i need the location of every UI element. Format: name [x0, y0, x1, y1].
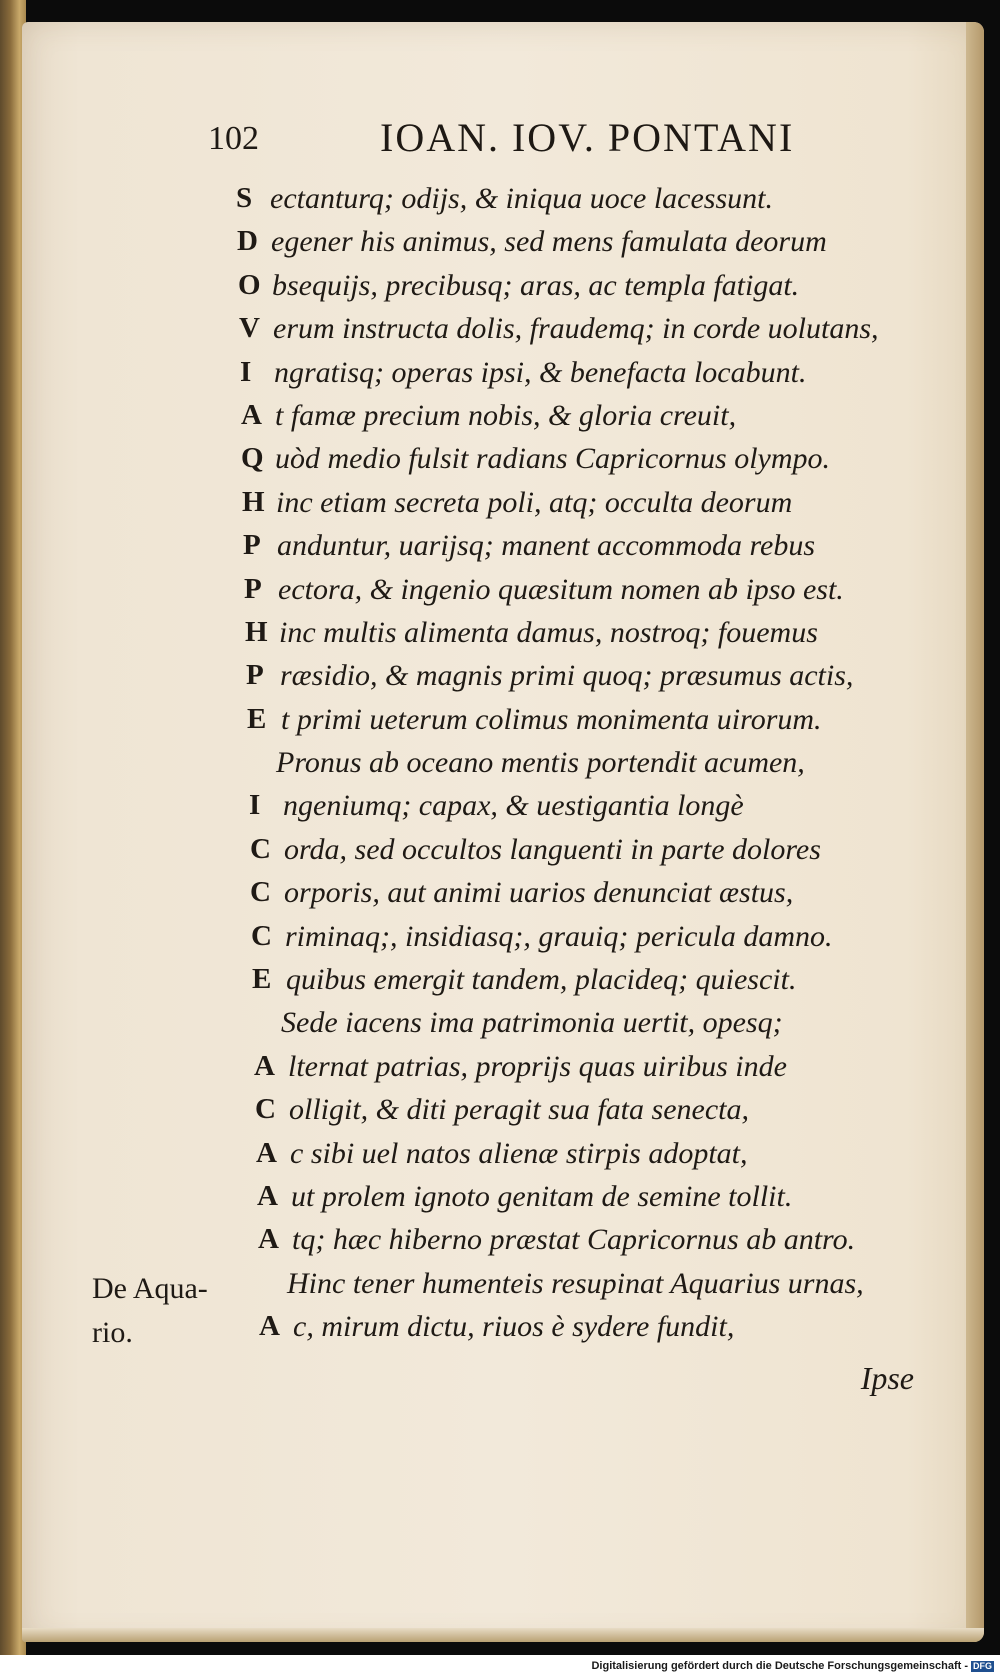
verse-initial: P [243, 529, 261, 562]
verse-line [22, 741, 984, 784]
verse-line [22, 784, 984, 827]
verse-text: orda, sed occultos languenti in parte dolores [284, 832, 821, 866]
verse-text: bsequijs, precibusq; aras, ac templa fatigat. [272, 268, 800, 302]
verse-line [22, 437, 984, 480]
verse-initial: A [257, 1179, 278, 1212]
verse-initial: V [239, 312, 260, 345]
verse-line [22, 1175, 984, 1218]
verse-initial: C [255, 1093, 276, 1126]
verse-text: erum instructa dolis, fraudemq; in corde uolutans, [273, 312, 879, 346]
verse-line [22, 1001, 984, 1044]
verse-text: olligit, & diti peragit sua fata senecta, [289, 1093, 749, 1127]
verse-initial: O [238, 268, 261, 301]
verse-line [22, 1132, 984, 1175]
verse-text: ngeniumq; capax, & uestigantia longè [283, 789, 744, 823]
verse-initial: A [258, 1223, 279, 1256]
page-header [22, 112, 984, 172]
verse-initial: D [237, 225, 258, 258]
verse-line [22, 481, 984, 524]
verse-text: lternat patrias, proprijs quas uiribus inde [288, 1049, 787, 1083]
verse-text: Sede iacens ima patrimonia uertit, opesq; [281, 1006, 783, 1040]
verse-text: inc etiam secreta poli, atq; occulta deorum [276, 485, 793, 519]
dfg-logo: DFG [973, 1660, 992, 1671]
verse-initial: S [236, 182, 253, 214]
verse-initial: I [249, 789, 261, 822]
verse-line [22, 1045, 984, 1088]
page-bottom-edge [22, 1628, 984, 1642]
verse-initial: E [252, 963, 272, 996]
verse-line [22, 351, 984, 394]
verse-line [22, 698, 984, 741]
verse-text: t primi ueterum colimus monimenta uirorum. [281, 702, 822, 736]
verse-initial: A [256, 1136, 277, 1169]
verse-text: quibus emergit tandem, placideq; quiescit. [286, 963, 797, 997]
verse-text: ngratisq; operas ipsi, & benefacta locabunt. [274, 355, 807, 389]
verse-line [22, 828, 984, 871]
verse-initial: E [247, 702, 267, 735]
verse-initial: P [244, 572, 262, 605]
verse-line [22, 220, 984, 263]
verse-line [22, 177, 984, 220]
verse-text: t famæ precium nobis, & gloria creuit, [275, 398, 737, 432]
verse-text: Pronus ab oceano mentis portendit acumen, [276, 746, 805, 780]
verse-text: Hinc tener humenteis resupinat Aquarius urnas, [287, 1266, 864, 1300]
verse-text: ræsidio, & magnis primi quoq; præsumus actis, [280, 659, 854, 693]
verse-line [22, 524, 984, 567]
verse-initial: H [242, 485, 265, 518]
verse-line [22, 394, 984, 437]
verse-text: ectora, & ingenio quæsitum nomen ab ipso est. [278, 572, 844, 606]
verse-line [22, 915, 984, 958]
verse-block [22, 177, 984, 1349]
verse-initial: C [250, 876, 271, 909]
verse-text: riminaq;, insidiasq;, grauiq; pericula damno. [285, 919, 833, 953]
margin-note-line: rio. [92, 1316, 133, 1349]
catchword: Ipse [860, 1360, 914, 1396]
verse-line [22, 611, 984, 654]
verse-initial: H [245, 615, 268, 648]
verse-text: inc multis alimenta damus, nostroq; fouemus [279, 615, 818, 649]
verse-initial: C [250, 832, 271, 865]
verse-initial: I [240, 355, 252, 388]
page-number: 102 [208, 120, 259, 157]
verse-text: c, mirum dictu, riuos è sydere fundit, [293, 1310, 735, 1344]
verse-line [22, 1088, 984, 1131]
credit-text: Digitalisierung gefördert durch die Deutsche Forschungsgemeinschaft - [591, 1660, 968, 1672]
verse-text: c sibi uel natos alienæ stirpis adoptat, [290, 1136, 748, 1170]
verse-initial: A [259, 1310, 280, 1343]
verse-line [22, 264, 984, 307]
verse-line [22, 654, 984, 697]
margin-note-line: De Aqua- [92, 1272, 208, 1305]
verse-initial: P [246, 659, 264, 692]
verse-text: ut prolem ignoto genitam de semine tollit. [291, 1179, 793, 1213]
margin-note [92, 1267, 242, 1355]
verse-line [22, 958, 984, 1001]
verse-initial: Q [241, 442, 264, 475]
book-page [22, 22, 984, 1642]
running-head: IOAN. IOV. PONTANI [380, 115, 795, 160]
verse-text: orporis, aut animi uarios denunciat æstus, [284, 876, 794, 910]
verse-text: anduntur, uarijsq; manent accommoda rebus [277, 529, 816, 563]
verse-text: egener his animus, sed mens famulata deorum [271, 225, 827, 259]
verse-line [22, 307, 984, 350]
verse-initial: A [241, 398, 262, 431]
verse-text: tq; hæc hiberno præstat Capricornus ab antro. [292, 1223, 856, 1257]
verse-text: ectanturq; odijs, & iniqua uoce lacessunt. [270, 182, 773, 215]
digitization-credit [591, 1660, 994, 1672]
verse-initial: C [251, 919, 272, 952]
verse-line [22, 871, 984, 914]
verse-line [22, 568, 984, 611]
verse-line [22, 1218, 984, 1261]
verse-text: uòd medio fulsit radians Capricornus olympo. [275, 442, 831, 476]
verse-initial: A [254, 1049, 275, 1082]
